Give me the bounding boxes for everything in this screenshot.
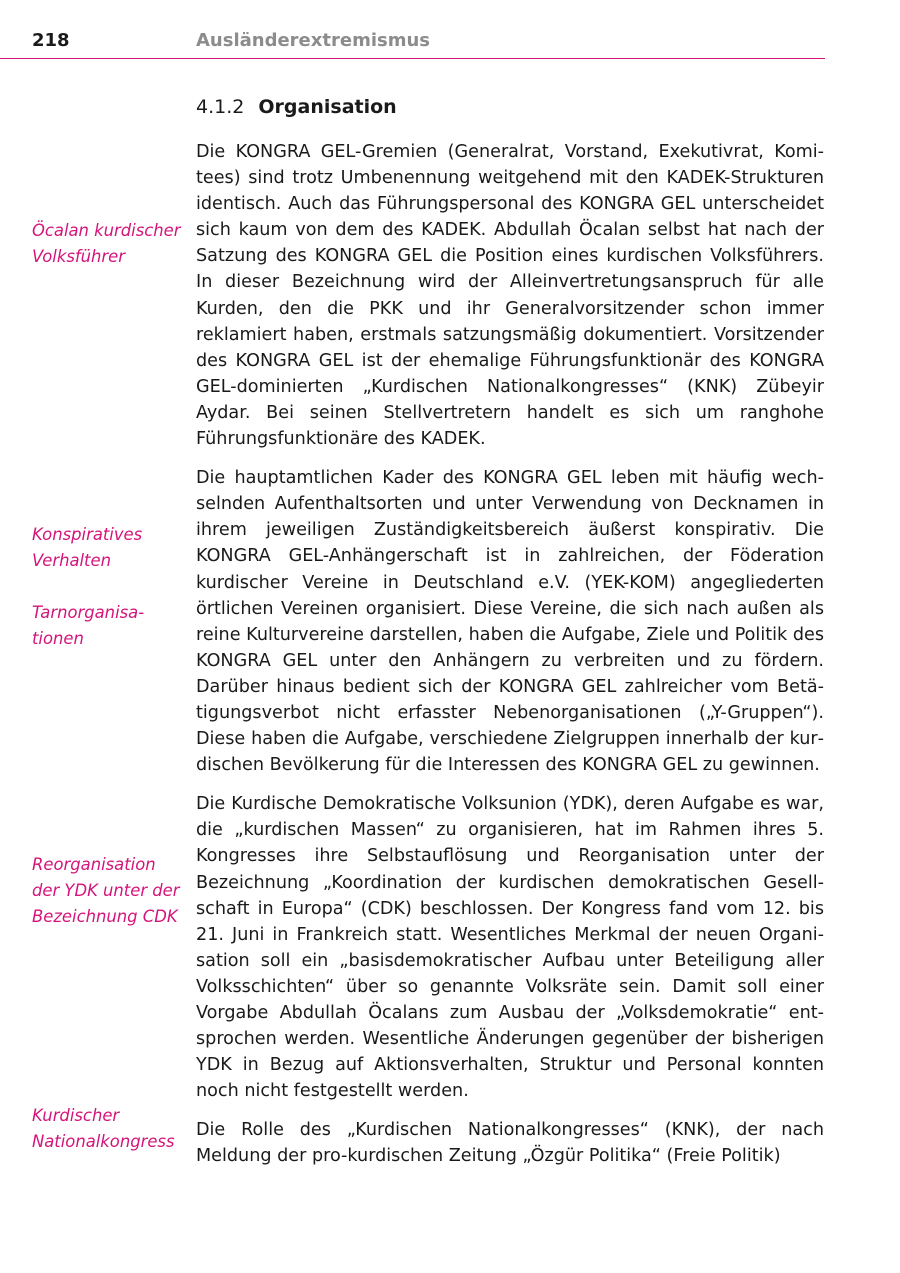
running-head: Ausländerextremismus <box>196 30 430 51</box>
paragraph-kader: Die hauptamtlichen Kader des KONGRA GEL leben mit häufig wechselnden Aufenthaltsorten und unter Verwendung von Decknamen in ihrem jeweiligen Zuständigkeitsbereich äußerst konspirativ. Die KONGRA GEL-Anhängerschaft ist in zahlreichen, der Föderation kurdischer Vereine in Deutschland e.V. (YEK-KOM) angegliederten örtlichen Vereinen organisiert. Diese Vereine, die sich nach außen als reine Kulturvereine darstellen, haben die Aufgabe, Ziele und Politik des KONGRA GEL unter den Anhängern zu verbreiten und zu fördern. Darüber hinaus bedient sich der KONGRA GEL zahlreicher vom Betätigungsverbot nicht erfasster Nebenorganisationen („Y-Gruppen“). Diese haben die Aufgabe, verschiedene Zielgruppen innerhalb der kurdischen Bevölkerung für die Interessen des KONGRA GEL zu gewinnen. <box>196 468 824 776</box>
margin-note-konspirativ: Konspiratives Verhalten <box>32 525 143 570</box>
section-title: Organisation <box>258 96 397 118</box>
margin-note-nationalkongress: Kurdischer Nationalkongress <box>32 1106 175 1151</box>
margin-note-reorganisation-ydk: Reorganisation der YDK unter der Bezeichnung CDK <box>32 855 180 926</box>
section-number: 4.1.2 <box>196 96 245 118</box>
page-number: 218 <box>32 30 70 51</box>
page-header <box>0 28 825 59</box>
paragraph-ydk: Die Kurdische Demokratische Volksunion (YDK), deren Aufgabe es war, die „kurdischen Massen“ zu organisieren, hat im Rahmen ihres 5. Kongresses ihre Selbstauflösung und Reorganisation unter der Bezeichnung „Koordination der kurdischen demokratischen Gesellschaft in Europa“ (CDK) beschlossen. Der Kongress fand vom 12. bis 21. Juni in Frankreich statt. Wesentliches Merkmal der neuen Organisation soll ein „basisdemokratischer Aufbau unter Beteiligung aller Volksschichten“ über so genannte Volksräte sein. Damit soll einer Vorgabe Abdullah Öcalans zum Ausbau der „Volksdemokratie“ entsprochen werden. Wesentliche Änderungen gegenüber der bisherigen YDK in Bezug auf Aktionsverhalten, Struktur und Personal konnten noch nicht festgestellt werden. <box>196 794 824 1102</box>
section-heading <box>196 96 397 118</box>
body-text <box>196 139 824 1183</box>
paragraph-knk: Die Rolle des „Kurdischen Nationalkongresses“ (KNK), der nach Meldung der pro-kurdischen Zeitung „Özgür Politika“ (Freie Politik) <box>196 1120 824 1167</box>
paragraph-organisation: Die KONGRA GEL-Gremien (Generalrat, Vorstand, Exekutivrat, Komitees) sind trotz Umbenennung weitgehend mit den KADEK-Strukturen identisch. Auch das Führungspersonal des KONGRA GEL unterscheidet sich kaum von dem des KADEK. Abdullah Öcalan selbst hat nach der Satzung des KONGRA GEL die Position eines kurdischen Volksführers. In dieser Bezeichnung wird der Alleinvertretungsanspruch für alle Kurden, den die PKK und ihr Generalvorsitzender schon immer reklamiert haben, erstmals satzungsmäßig dokumentiert. Vorsitzender des KONGRA GEL ist der ehemalige Führungsfunktionär des KONGRA GEL-dominierten „Kurdischen Nationalkongresses“ (KNK) Zübeyir Aydar. Bei seinen Stellvertretern handelt es sich um ranghohe Führungsfunktionäre des KADEK. <box>196 142 824 450</box>
margin-note-tarnorganisationen: Tarnorganisa- tionen <box>32 603 145 648</box>
margin-note-oecalan: Öcalan kurdischer Volksführer <box>32 221 181 266</box>
